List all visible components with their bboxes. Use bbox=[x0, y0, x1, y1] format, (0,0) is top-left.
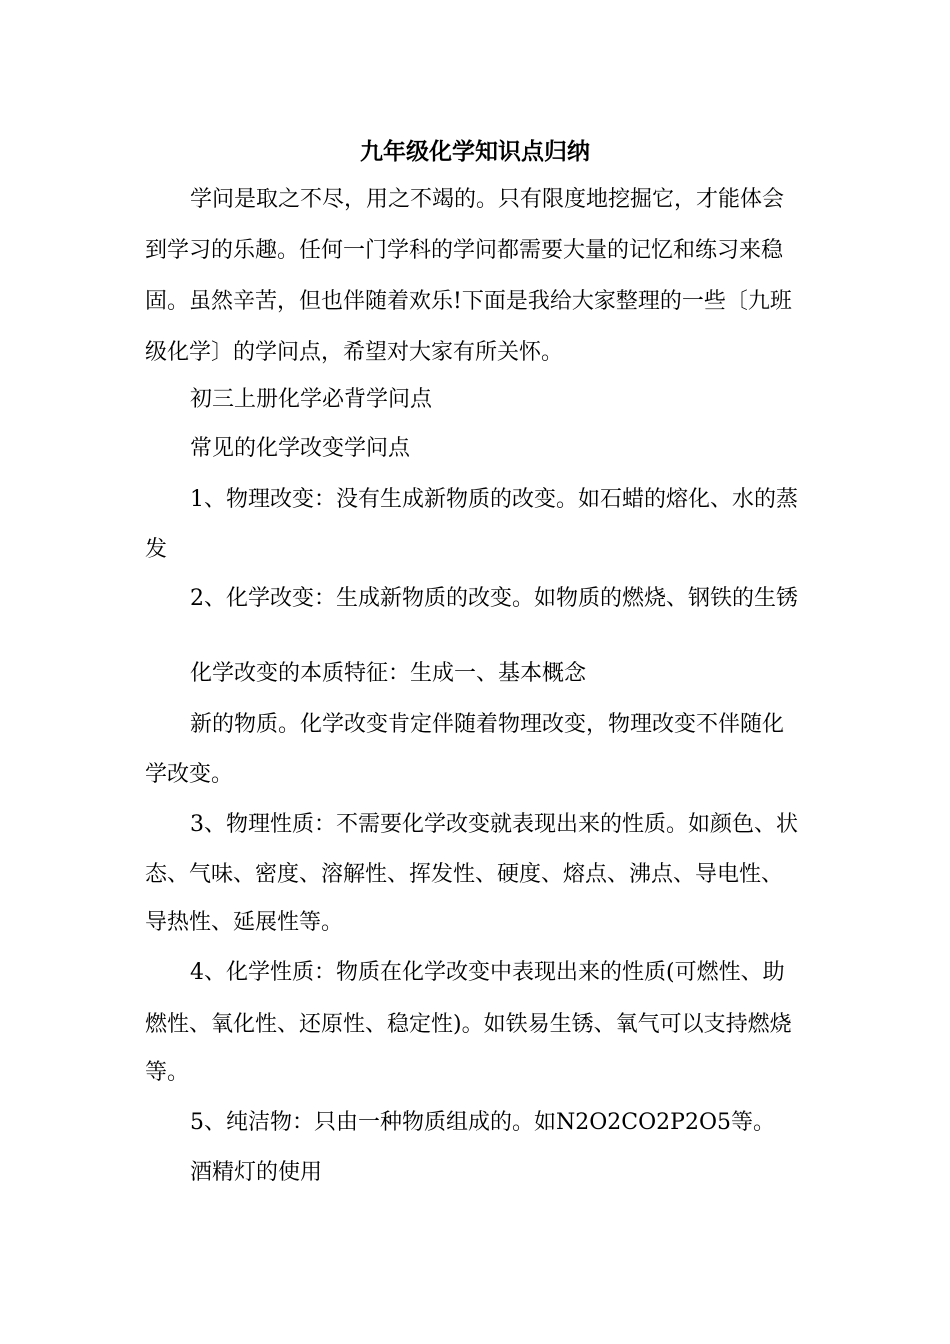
section-heading: 常见的化学改变学问点 bbox=[190, 436, 411, 461]
paragraph-line: 等。 bbox=[145, 1060, 190, 1085]
paragraph-line: 5、纯洁物：只由一种物质组成的。如N2O2CO2P2O5等。 bbox=[190, 1110, 775, 1135]
paragraph-line: 新的物质。化学改变肯定伴随着物理改变，物理改变不伴随化 bbox=[190, 712, 785, 737]
paragraph-line: 导热性、延展性等。 bbox=[145, 910, 344, 935]
paragraph-line: 4、化学性质：物质在化学改变中表现出来的性质(可燃性、助 bbox=[190, 960, 785, 985]
paragraph-line: 学改变。 bbox=[145, 762, 234, 787]
paragraph-line: 态、气味、密度、溶解性、挥发性、硬度、熔点、沸点、导电性、 bbox=[145, 862, 784, 887]
paragraph-line: 2、化学改变：生成新物质的改变。如物质的燃烧、钢铁的生锈 bbox=[190, 586, 798, 611]
paragraph-line: 到学习的乐趣。任何一门学科的学问都需要大量的记忆和练习来稳 bbox=[145, 238, 784, 263]
section-heading: 酒精灯的使用 bbox=[190, 1160, 323, 1185]
paragraph-line: 1、物理改变：没有生成新物质的改变。如石蜡的熔化、水的蒸 bbox=[190, 487, 798, 512]
paragraph-line: 级化学〕的学问点，希望对大家有所关怀。 bbox=[145, 340, 564, 365]
paragraph-line: 学问是取之不尽，用之不竭的。只有限度地挖掘它，才能体会 bbox=[190, 187, 785, 212]
paragraph-line: 化学改变的本质特征：生成一、基本概念 bbox=[190, 661, 587, 686]
paragraph-line: 3、物理性质：不需要化学改变就表现出来的性质。如颜色、状 bbox=[190, 812, 798, 837]
document-title: 九年级化学知识点归纳 bbox=[360, 138, 590, 165]
section-heading: 初三上册化学必背学问点 bbox=[190, 387, 433, 412]
paragraph-line: 发 bbox=[145, 537, 168, 562]
paragraph-line: 燃性、氧化性、还原性、稳定性)。如铁易生锈、氧气可以支持燃烧 bbox=[145, 1012, 792, 1037]
paragraph-line: 固。虽然辛苦，但也伴随着欢乐!下面是我给大家整理的一些〔九班 bbox=[145, 289, 792, 314]
